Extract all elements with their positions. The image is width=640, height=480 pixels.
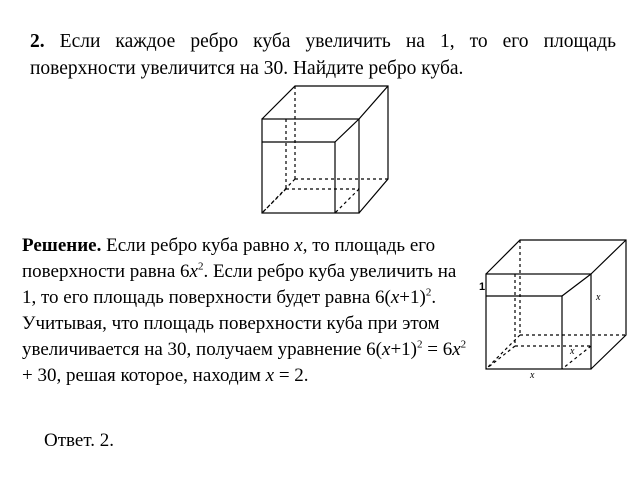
label-x-bottom: x [530,370,535,381]
label-one: 1 [479,281,486,293]
solution-text: Решение. Если ребро куба равно x, то площадь его поверхности равна $6x^2$. Если ребро куба увеличить на 1, то его площадь поверхности будет равна $6(x+1)^2$. Учитывая, что площадь поверхности куба при этом увеличивается на 30, получаем уравнение $6(x+1)^2 = 6x^2 + 30$, решая которое, находим x = 2. [22,235,467,386]
label-x-right: x [596,292,601,303]
big-cube-hidden-edges [486,240,626,369]
problem-number: 2. [30,31,45,52]
solution-heading: Решение. [22,235,102,256]
small-cube-hidden-edges [486,274,591,369]
big-cube-front-face [486,274,591,369]
big-cube-top-right-edge [359,86,388,119]
problem-text: Если каждое ребро куба увеличить на 1, то его площадь поверхности увеличится на 30. Найдите ребро куба. [30,31,616,79]
label-x-diagonal: x [570,346,575,357]
cube-figure-labeled [478,232,628,381]
answer: Ответ. 2. [44,430,114,451]
variable-x: x [294,235,303,256]
problem-statement [30,28,616,82]
big-cube-back-edges [486,240,626,369]
cube-figure-top [258,76,388,216]
